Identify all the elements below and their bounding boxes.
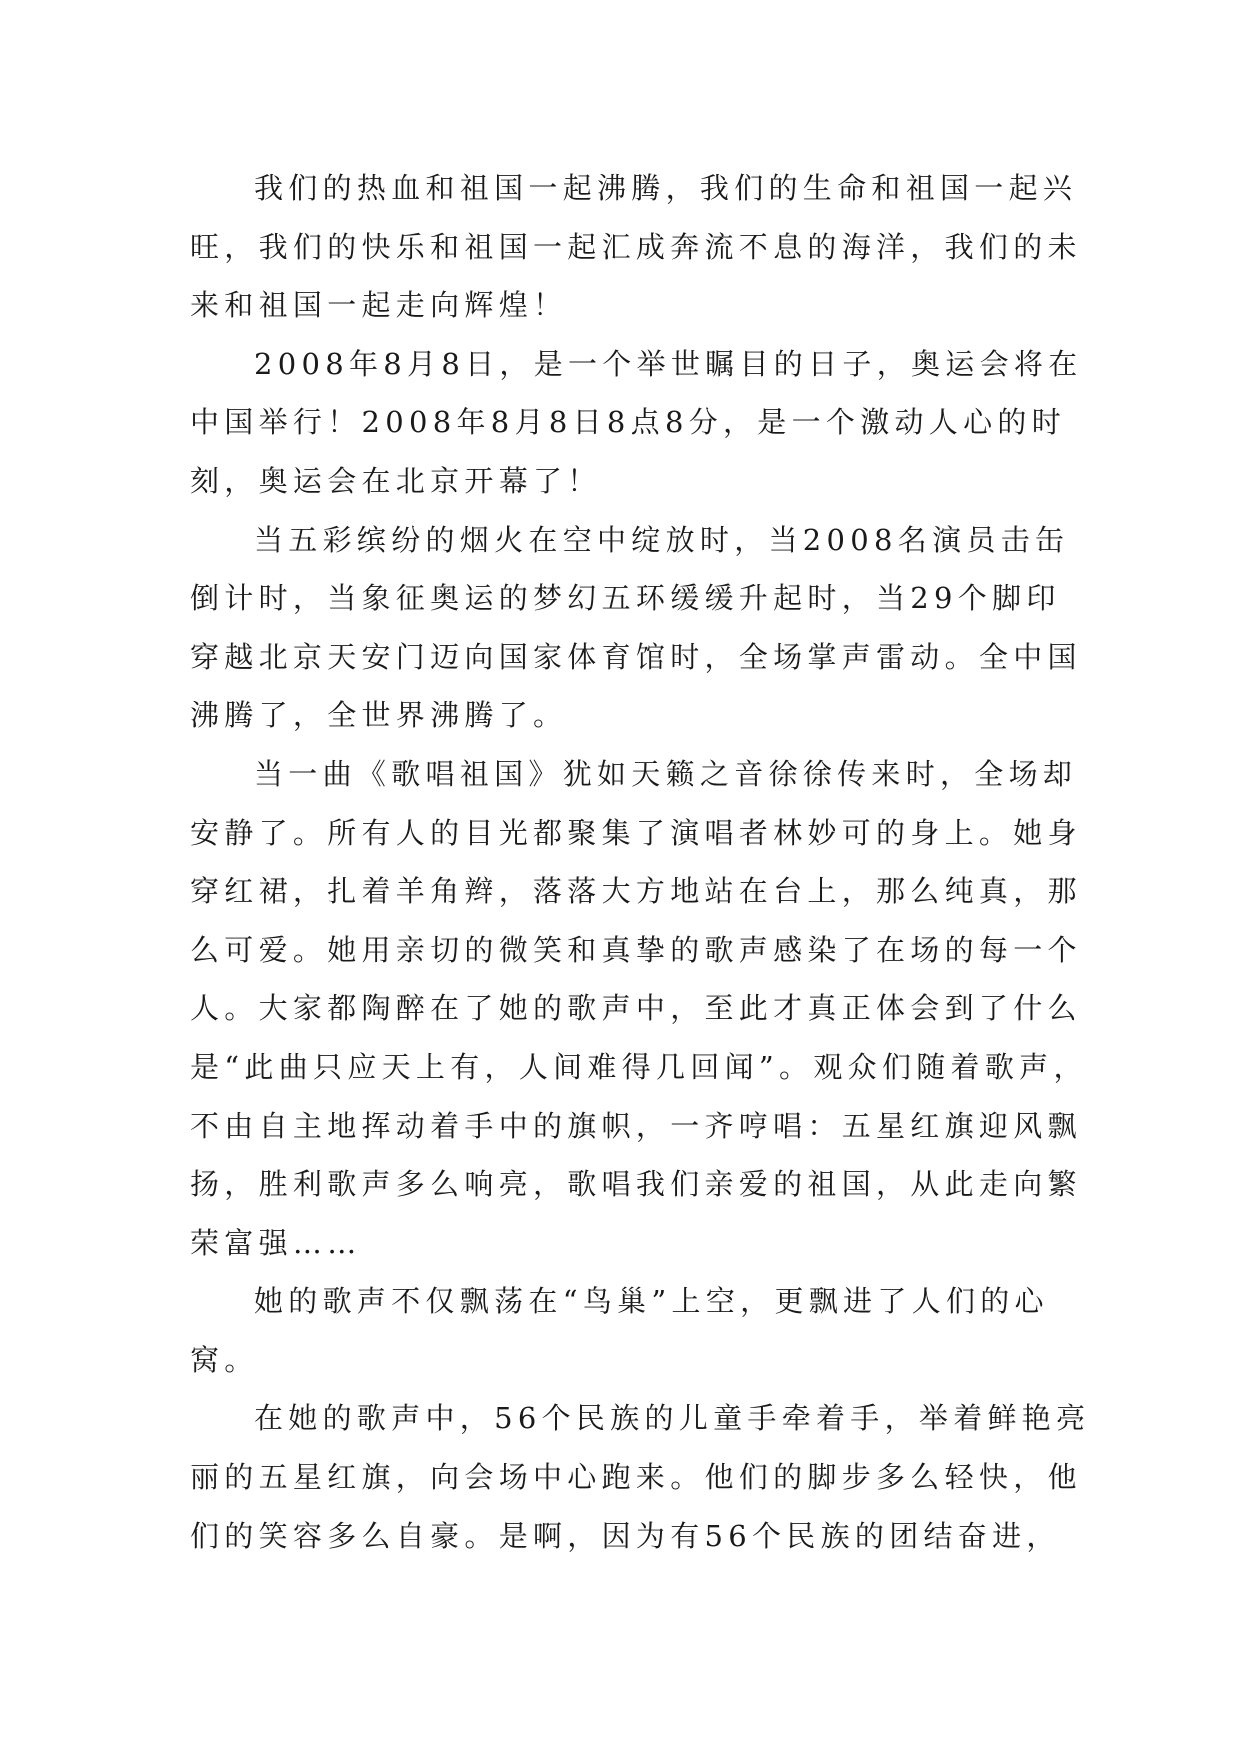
text-line: 丽的五星红旗，向会场中心跑来。他们的脚步多么轻快，他 bbox=[190, 1460, 1082, 1495]
text-line: 刻，奥运会在北京开幕了！ bbox=[190, 463, 602, 498]
text-line: 荣富强…… bbox=[190, 1225, 362, 1260]
text-line: 她的歌声不仅飘荡在“鸟巢”上空，更飘进了人们的心 bbox=[254, 1284, 1049, 1319]
text-line: 当五彩缤纷的烟火在空中绽放时，当2008名演员击缶 bbox=[254, 522, 1070, 557]
text-line: 沸腾了，全世界沸腾了。 bbox=[190, 698, 568, 733]
text-line: 中国举行！2008年8月8日8点8分，是一个激动人心的时 bbox=[190, 405, 1067, 440]
text-line: 来和祖国一起走向辉煌！ bbox=[190, 288, 568, 323]
text-line: 旺，我们的快乐和祖国一起汇成奔流不息的海洋，我们的未 bbox=[190, 229, 1082, 264]
text-line: 当一曲《歌唱祖国》犹如天籁之音徐徐传来时，全场却 bbox=[254, 756, 1078, 791]
text-line: 穿红裙，扎着羊角辫，落落大方地站在台上，那么纯真，那 bbox=[190, 874, 1082, 909]
text-line: 我们的热血和祖国一起沸腾，我们的生命和祖国一起兴 bbox=[254, 171, 1078, 205]
text-line: 么可爱。她用亲切的微笑和真挚的歌声感染了在场的每一个 bbox=[190, 932, 1082, 967]
text-line: 不由自主地挥动着手中的旗帜，一齐哼唱：五星红旗迎风飘 bbox=[190, 1108, 1082, 1143]
text-line: 倒计时，当象征奥运的梦幻五环缓缓升起时，当29个脚印 bbox=[190, 581, 1061, 616]
body-text bbox=[190, 159, 1091, 1565]
text-line: 安静了。所有人的目光都聚集了演唱者林妙可的身上。她身 bbox=[190, 815, 1082, 850]
text-line: 人。大家都陶醉在了她的歌声中，至此才真正体会到了什么 bbox=[190, 991, 1082, 1026]
text-line: 是“此曲只应天上有，人间难得几回闻”。观众们随着歌声， bbox=[190, 1049, 1088, 1084]
text-line: 窝。 bbox=[190, 1342, 259, 1377]
text-line: 扬，胜利歌声多么响亮，歌唱我们亲爱的祖国，从此走向繁 bbox=[190, 1167, 1082, 1202]
text-line: 在她的歌声中，56个民族的儿童手牵着手，举着鲜艳亮 bbox=[254, 1401, 1091, 1436]
text-line: 们的笑容多么自豪。是啊，因为有56个民族的团结奋进， bbox=[190, 1518, 1061, 1553]
text-line: 2008年8月8日，是一个举世瞩目的日子，奥运会将在 bbox=[254, 346, 1083, 381]
text-line: 穿越北京天安门迈向国家体育馆时，全场掌声雷动。全中国 bbox=[190, 639, 1082, 674]
